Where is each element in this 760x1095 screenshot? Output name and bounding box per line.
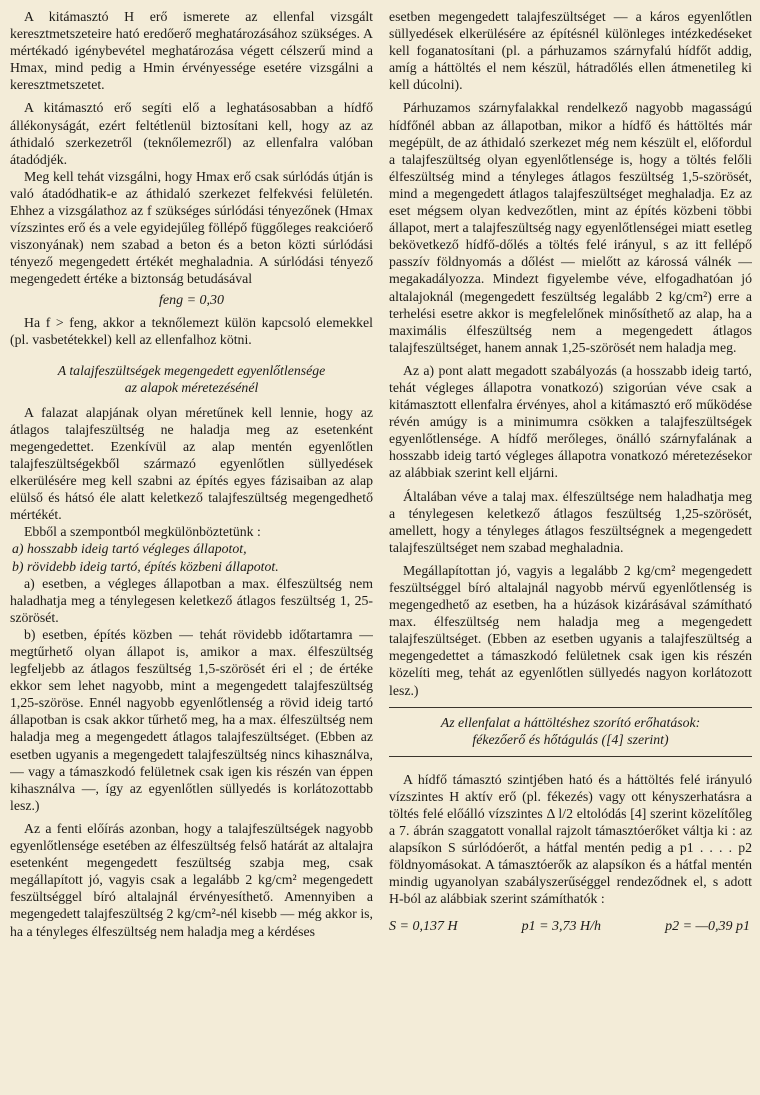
- section-heading-line: az alapok méretezésénél: [124, 379, 259, 395]
- paragraph: Az a fenti előírás azonban, hogy a talajfeszültségek nagyobb egyenlőtlensége esetében az élfeszültség felső határát az altalajra esetenként megengedett feszültség szabja meg, csak megállapított jó, vagyis csak a legalább 2 kg/cm² megengedett feszültséggel bíró altalajnál érvényesíthető. Amennyiben a megengedett talajfeszültség 2 kg/cm²-nél kisebb — még akkor is, ha a tényleges élfeszültség nem haladja meg a kérdéses: [10, 820, 373, 939]
- paragraph: Párhuzamos szárnyfalakkal rendelkező nagyobb magasságú hídfőnél abban az állapotban, mikor a hídfő és háttöltés már megépült, de az áthidaló szerkezet még nem készült el, előfordul a talajfeszültség olyan egyenlőtlensége is, hogy a töltés felőli élfeszültség mind a tényleges átlagos feszültség 1,5-szörösét, mind a megengedett átlagos talajfeszültséget meghaladja. Ez az eset mégsem olyan kedvezőtlen, mint az építés közbeni többi állapot, mert a talajfeszültség nagy egyenlőtlenségei miatt esetleg bekövetkező hídfő-dőlés a töltés felé irányul, s az itt fellépő passzív földnyomás a dőlést — mielőtt az károssá válnék — megakadályozza. Mindezt figyelembe véve, elfogadhatóan jó altalajoknál (megengedett feszültség legalább 2 kg/cm²) erre a terhelési esetre akkor is megfelelőnek minősíthető az alap, ha a maximális élfeszültség nem a megengedett átlagos talajfeszültséget, hanem annak 1,25-szörösét nem haladja meg.: [389, 100, 752, 355]
- formula-s: S = 0,137 H: [389, 919, 458, 935]
- paragraph: Ha f > feng, akkor a teknőlemezt külön kapcsoló elemekkel (pl. vasbetétekkel) kell az ellenfalhoz kötni.: [10, 314, 373, 347]
- section-divider: [389, 707, 752, 708]
- formula-p2: p2 = —0,39 p1: [665, 919, 750, 935]
- section-heading-line: A talajfeszültségek megengedett egyenlőtlensége: [57, 362, 326, 378]
- formula-friction: feng = 0,30: [158, 292, 225, 308]
- paragraph: Ebből a szempontból megkülönböztetünk :: [24, 524, 261, 540]
- formula-row: [389, 917, 752, 937]
- section-heading: [389, 714, 752, 748]
- paragraph: Meg kell tehát vizsgálni, hogy Hmax erő csak súrlódás útján is való átadódhatik-e az áthidaló szerkezet felfekvési felületén. Ehhez a vizsgálathoz az f szükséges súrlódási tényezőnek (Hmax vízszintes erő és a vele egyidejűleg föllépő függőleges reakcióerő viszonyának) nem szabad a beton és a beton közti súrlódási tényező megengedett értékét meghaladnia. A súrlódási tényező megengedett értéke a biztonság betudásával: [10, 168, 373, 287]
- right-column: [389, 8, 752, 1093]
- paragraph: b) esetben, építés közben — tehát rövidebb időtartamra — megtűrhető olyan állapot is, amikor a max. élfeszültség legfeljebb az átlagos feszültség 1,5-szörösét éri el ; de értéke ekkor sem lehet nagyobb, mint a megengedett talajfeszültség 1,25-szöröse. Ennél nagyobb egyenlőtlenség a rövid ideig tartó állapotban is csak akkor tűrhető meg, ha a max. élfeszültség nem haladja meg a megengedett átlagos talajfeszültséget. (Ebben az esetben ugyanis a megengedett talajfeszültség nincs kihasználva, — vagy a támaszkodó felületnek csak igen kis részén van éppen kihasználva —, így az egyenlőtlen süllyedés is korlátozottabb lesz.): [10, 626, 373, 813]
- section-heading: [10, 362, 373, 396]
- paragraph: A hídfő támasztó szintjében ható és a háttöltés felé irányuló vízszintes H aktív erő (pl. fékezés) vagy ott kényszerhatásra a töltés felé előálló vízszintes Δ l/2 eltolódás [4] szerint közelítőleg a 7. ábrán szaggatott vonallal rajzolt támasztóerőket váltja ki : az alapsíkon S súrlódóerőt, a hátfal mentén pedig a p1 . . . . p2 földnyomásokat. A támasztóerők az alapsíkon és a hátfal mentén mindig ugyanolyan szabályszerűséggel rendeződnek el, s adott H-ból az alábbiak szerint számíthatók :: [389, 771, 752, 907]
- formula-p1: p1 = 3,73 H/h: [521, 919, 602, 935]
- list-item: a) hosszabb ideig tartó végleges állapotot,: [12, 541, 247, 557]
- section-divider: [389, 756, 752, 757]
- left-column: [10, 8, 373, 1093]
- section-heading-line: Az ellenfalat a háttöltéshez szorító erőhatások:: [440, 714, 701, 730]
- paragraph: Általában véve a talaj max. élfeszültsége nem haladhatja meg a ténylegesen keletkező átlagos feszültség 1,25-szörösét, amellett, hogy a tényleges átlagos feszültségnek a megengedett talajfeszültséget nem szabad meghaladnia.: [389, 488, 752, 555]
- list-item: b) rövidebb ideig tartó, építés közbeni állapotot.: [12, 558, 279, 574]
- paragraph: A falazat alapjának olyan méretűnek kell lennie, hogy az átlagos talajfeszültség ne haladja meg az esetenként megengedettet. Ezenkívül az alap mentén egyenlőtlen talajfeszültségekből származó egyenlőtlen süllyedések elkerülésére meg kell szabni az építés egyes fázisaiban az alap elülső és hátsó éle alatt keletkező talajfeszültség megengedhető mértékét.: [10, 404, 373, 523]
- paragraph: a) esetben, a végleges állapotban a max. élfeszültség nem haladhatja meg a ténylegesen keletkező átlagos feszültség 1, 25-szörösét.: [10, 575, 373, 625]
- paragraph: A kitámasztó erő segíti elő a leghatásosabban a hídfő állékonyságát, ezért feltétlenül biztosítani kell, hogy az az áthidaló szerkezetről (teknőlemezről) az ellenfalra valóban átadódjék.: [10, 100, 373, 167]
- paragraph: Az a) pont alatt megadott szabályozás (a hosszabb ideig tartó, tehát végleges állapotra vonatkozó) szigorúan véve csak a kitámasztott ellenfalra érvényes, ahol a kitámasztó erő működése révén amúgy is a minimumra csökken a talajfeszültségek egyenlőtlensége. A hídfő merőleges, önálló szárnyfalának a hosszabb ideig tartó végleges állapotra vonatkozó méretezésekor az alábbiak szerint kell eljárni.: [389, 362, 752, 481]
- paragraph: esetben megengedett talajfeszültséget — a káros egyenlőtlen süllyedések elkerülésére az építésnél különleges intézkedéseket kell foganatosítani (pl. a párhuzamos szárnyfalú hídfőt addig, amíg a háttöltés el nem készül, hátradőlés ellen átmenetileg ki kell dúcolni).: [389, 9, 752, 93]
- section-heading-line: fékezőerő és hőtágulás ([4] szerint): [472, 731, 669, 747]
- paragraph: Megállapítottan jó, vagyis a legalább 2 kg/cm² megengedett feszültséggel bíró altalajnál nagyobb mérvű egyenlőtlenség is megengedhető az esetben, ha a húzások kizárásával számítható max. élfeszültség nem haladja meg a megengedett talajfeszültséget. (Ebben az esetben ugyanis a talajfeszültség a megengedettet a támaszkodó felületnek csak igen kis részén közelíti meg, tehát az egyenlőtlen süllyedés nagyon korlátozott lesz.): [389, 562, 752, 698]
- paragraph: A kitámasztó H erő ismerete az ellenfal vizsgált keresztmetszeteire ható eredőerő meghatározásához szükséges. A mértékadó igénybevétel meghatározása végett célszerű mind a Hmax, mind pedig a Hmin érvényessége esetére vizsgálni a keresztmetszetet.: [10, 9, 373, 93]
